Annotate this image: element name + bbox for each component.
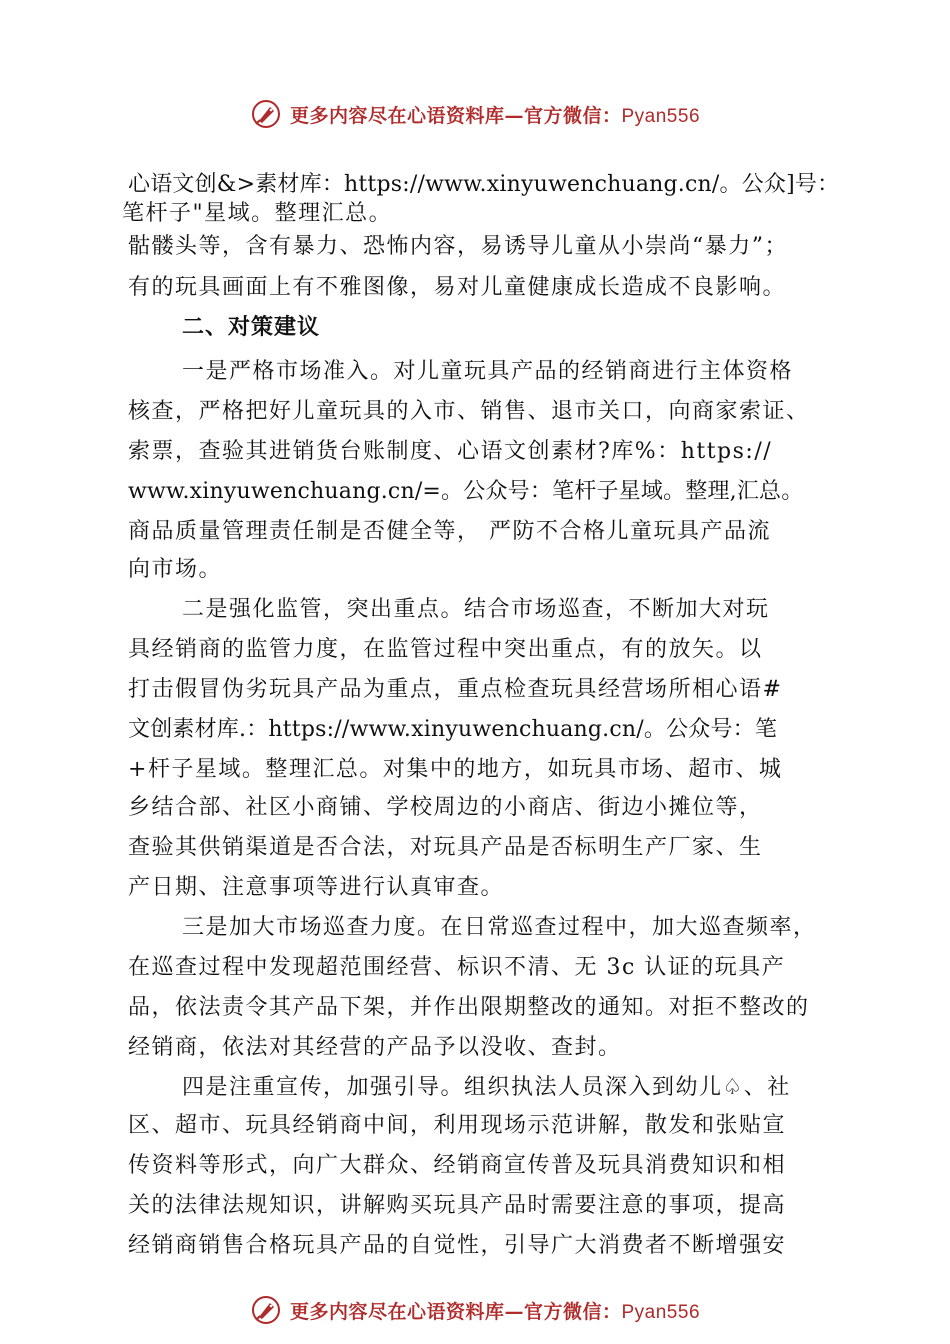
body-line: 经销商销售合格玩具产品的自觉性，引导广大消费者不断增强安: [128, 1233, 787, 1258]
body-line: 具经销商的监管力度，在监管过程中突出重点，有的放矢。以: [128, 637, 763, 662]
body-line: 有的玩具画面上有不雅图像，易对儿童健康成长造成不良影响。: [128, 275, 787, 300]
body-line: 索票，查验其进销货台账制度、心语文创素材?库%：https://: [128, 439, 773, 464]
body-line: 产日期、注意事项等进行认真审查。: [128, 875, 505, 900]
body-line: +杆子星域。整理汇总。对集中的地方，如玩具市场、超市、城: [128, 757, 783, 782]
body-line: www.xinyuwenchuang.cn/=。公众号：笔杆子星域。整理,汇总。: [128, 479, 804, 504]
banner-text: 更多内容尽在心语资料库—官方微信：Pyan556: [289, 104, 701, 127]
body-line: 文创素材库.：https://www.xinyuwenchuang.cn/。公众号：笔: [128, 717, 778, 742]
body-line: 四是注重宣传，加强引导。组织执法人员深入到幼儿♤、社: [182, 1075, 791, 1100]
body-line: 心语文创&>素材库：https://www.xinyuwenchuang.cn/。公众]号：: [128, 172, 840, 197]
banner-text: 更多内容尽在心语资料库—官方微信：Pyan556: [289, 1300, 701, 1323]
wechat-id: Pyan556: [621, 105, 701, 127]
footer-banner: [0, 1290, 950, 1330]
body-line: 查验其供销渠道是否合法，对玩具产品是否标明生产厂家、生: [128, 835, 763, 860]
body-line: 骷髅头等，含有暴力、恐怖内容，易诱导儿童从小崇尚“暴力”；: [128, 234, 788, 259]
body-line: 笔杆子"星域。整理汇总。: [122, 201, 393, 226]
body-line: 商品质量管理责任制是否健全等， 严防不合格儿童玩具产品流: [128, 519, 771, 544]
body-line: 核查，严格把好儿童玩具的入市、销售、退市关口，向商家索证、: [128, 399, 810, 424]
body-line: 在巡查过程中发现超范围经营、标识不清、无 3c 认证的玩具产: [128, 955, 786, 980]
body-line: 一是严格市场准入。对儿童玩具产品的经销商进行主体资格: [182, 359, 794, 384]
body-line: 二是强化监管，突出重点。结合市场巡查，不断加大对玩: [182, 597, 770, 622]
body-line: 三是加大市场巡查力度。在日常巡查过程中，加大巡查频率，: [182, 915, 817, 940]
body-line: 经销商，依法对其经营的产品予以没收、查封。: [128, 1035, 622, 1060]
section-heading: 二、对策建议: [182, 315, 321, 340]
body-line: 品，依法责令其产品下架，并作出限期整改的通知。对拒不整改的: [128, 995, 810, 1020]
body-line: 传资料等形式，向广大群众、经销商宣传普及玩具消费知识和相: [128, 1153, 787, 1178]
body-line: 打击假冒伪劣玩具产品为重点，重点检查玩具经营场所相心语#: [128, 677, 783, 702]
body-line: 向市场。: [128, 557, 223, 582]
body-line: 乡结合部、社区小商铺、学校周边的小商店、街边小摊位等，: [128, 795, 763, 820]
body-line: 区、超市、玩具经销商中间，利用现场示范讲解，散发和张贴宣: [128, 1113, 787, 1138]
pen-nib-logo-icon: [250, 1294, 282, 1326]
wechat-id: Pyan556: [621, 1301, 701, 1323]
body-line: 关的法律法规知识，讲解购买玩具产品时需要注意的事项，提高: [128, 1193, 787, 1218]
